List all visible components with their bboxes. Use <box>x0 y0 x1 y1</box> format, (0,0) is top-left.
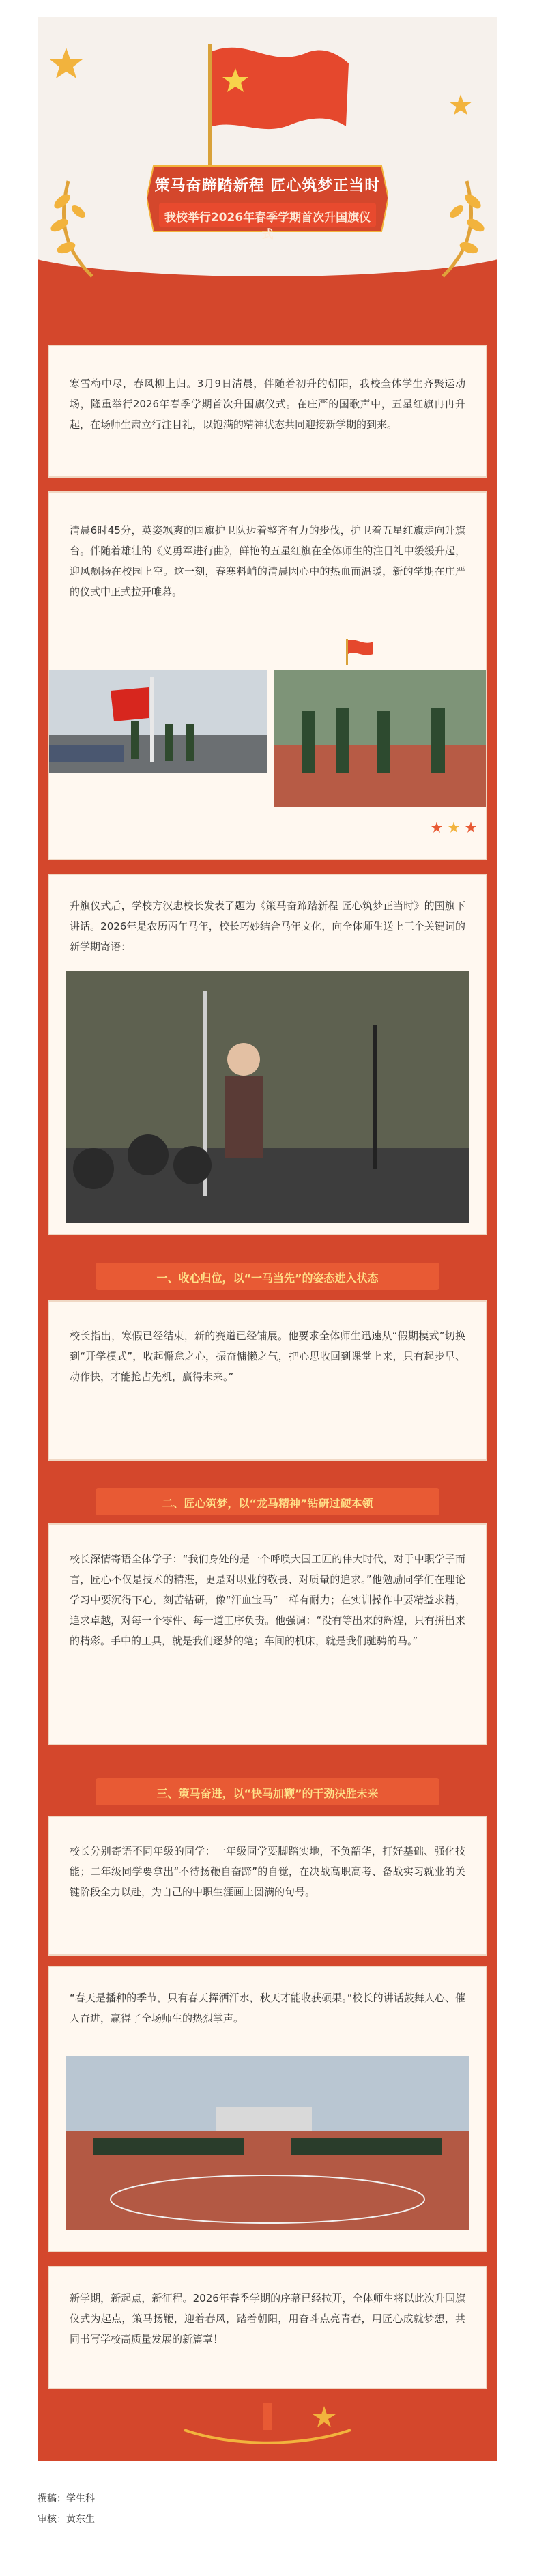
footer-decoration <box>177 2399 358 2447</box>
laurel-left-icon <box>44 167 106 283</box>
photo-principal-speech <box>66 971 469 1223</box>
section-heading-3-text: 三、策马奋进，以“快马加鞭”的干劲决胜未来 <box>156 1787 379 1800</box>
paragraph-7: “春天是播种的季节，只有春天挥洒汗水，秋天才能收获硕果。”校长的讲话鼓舞人心、催人奋进，赢得了全场师生的热烈掌声。 <box>70 1992 465 2024</box>
section-heading-1 <box>96 1263 439 1290</box>
star-icon <box>46 44 87 85</box>
paragraph-5: 校长深情寄语全体学子：“我们身处的是一个呼唤大国工匠的伟大时代，对于中职学子而言，匠心不仅是技术的精湛，更是对职业的敬畏、对质量的追求。”他勉励同学们在理论学习中要沉得下心，刻苦钻研，像“汗血宝马”一样有耐力；在实训操作中要精益求精，追求卓越，对每一个零件、每一道工序负责。他强调：“没有等出来的辉煌，只有拼出来的精彩。手中的工具，就是我们逐梦的笔；车间的机床，就是我们驰骋的马。” <box>70 1553 465 1647</box>
photo-flag-pole <box>49 670 268 773</box>
section-heading-2-text: 二、匠心筑梦，以“龙马精神”钻研过硬本领 <box>162 1497 373 1510</box>
section-2-card <box>48 1523 487 1745</box>
decor-dots <box>431 820 479 834</box>
paragraph-4: 校长指出，寒假已经结束，新的赛道已经铺展。他要求全体师生迅速从“假期模式”切换到“开学模式”，收起懈怠之心，振奋慵懒之气，把心思收回到课堂上来，只有起步早、动作快，才能抢占先机，赢得未来。” <box>70 1330 465 1383</box>
closing-photo-card <box>48 1966 487 2252</box>
star-icon <box>447 92 474 119</box>
page-title: 策马奋蹄踏新程 匠心筑梦正当时 <box>154 177 381 195</box>
photo-honor-guard <box>274 670 486 807</box>
flag-raising-card <box>48 491 487 860</box>
paragraph-3: 升旗仪式后，学校方汉忠校长发表了题为《策马奋蹄踏新程 匠心筑梦正当时》的国旗下讲话。2026年是农历丙午马年，校长巧妙结合马年文化，向全体师生送上三个关键词的新学期寄语： <box>70 900 465 953</box>
speech-card <box>48 874 487 1235</box>
section-heading-3 <box>96 1778 439 1805</box>
photo-assembly <box>66 2056 469 2230</box>
footer-reviewer: 审核：黄东生 <box>38 2514 95 2525</box>
paragraph-2: 清晨6时45分，英姿飒爽的国旗护卫队迈着整齐有力的步伐，护卫着五星红旗走向升旗台。伴随着雄壮的《义勇军进行曲》，鲜艳的五星红旗在全体师生的注目礼中缓缓升起，迎风飘扬在校园上空。这一刻，春寒料峭的清晨因心中的热血而温暖，新的学期在庄严的仪式中正式拉开帷幕。 <box>70 524 465 598</box>
footer-editor: 撰稿：学生科 <box>38 2493 95 2504</box>
header-hero <box>38 17 497 328</box>
laurel-right-icon <box>429 167 491 283</box>
red-flag-icon <box>188 38 351 174</box>
subtitle-box <box>159 203 376 242</box>
section-3-card <box>48 1816 487 1956</box>
section-heading-2 <box>96 1488 439 1515</box>
small-flag-icon <box>343 638 377 665</box>
paragraph-1: 寒雪梅中尽，春风柳上归。3月9日清晨，伴随着初升的朝阳，我校全体学生齐聚运动场，隆重举行2026年春季学期首次升国旗仪式。在庄严的国歌声中，五星红旗冉冉升起，在场师生肃立行注目礼，以饱满的精神状态共同迎接新学期的到来。 <box>70 377 465 431</box>
paragraph-8: 新学期，新起点，新征程。2026年春季学期的序幕已经拉开，全体师生将以此次升国旗仪式为起点，策马扬鞭，迎着春风，踏着朝阳，用奋斗点亮青春，用匠心成就梦想，共同书写学校高质量发展的新篇章！ <box>70 2292 465 2345</box>
page-subtitle: 我校举行2026年春季学期首次升国旗仪式 <box>164 211 371 242</box>
paragraph-6: 校长分别寄语不同年级的同学：一年级同学要脚踏实地，不负韶华，打好基础、强化技能；二年级同学要拿出“不待扬鞭自奋蹄”的自觉，在决战高职高考、备战实习就业的关键阶段全力以赴，为自己的中职生涯画上圆满的句号。 <box>70 1845 465 1898</box>
section-heading-1-text: 一、收心归位，以“一马当先”的姿态进入状态 <box>156 1272 379 1285</box>
intro-card <box>48 345 487 478</box>
title-banner <box>147 160 388 242</box>
section-1-card <box>48 1300 487 1461</box>
conclusion-card <box>48 2266 487 2389</box>
